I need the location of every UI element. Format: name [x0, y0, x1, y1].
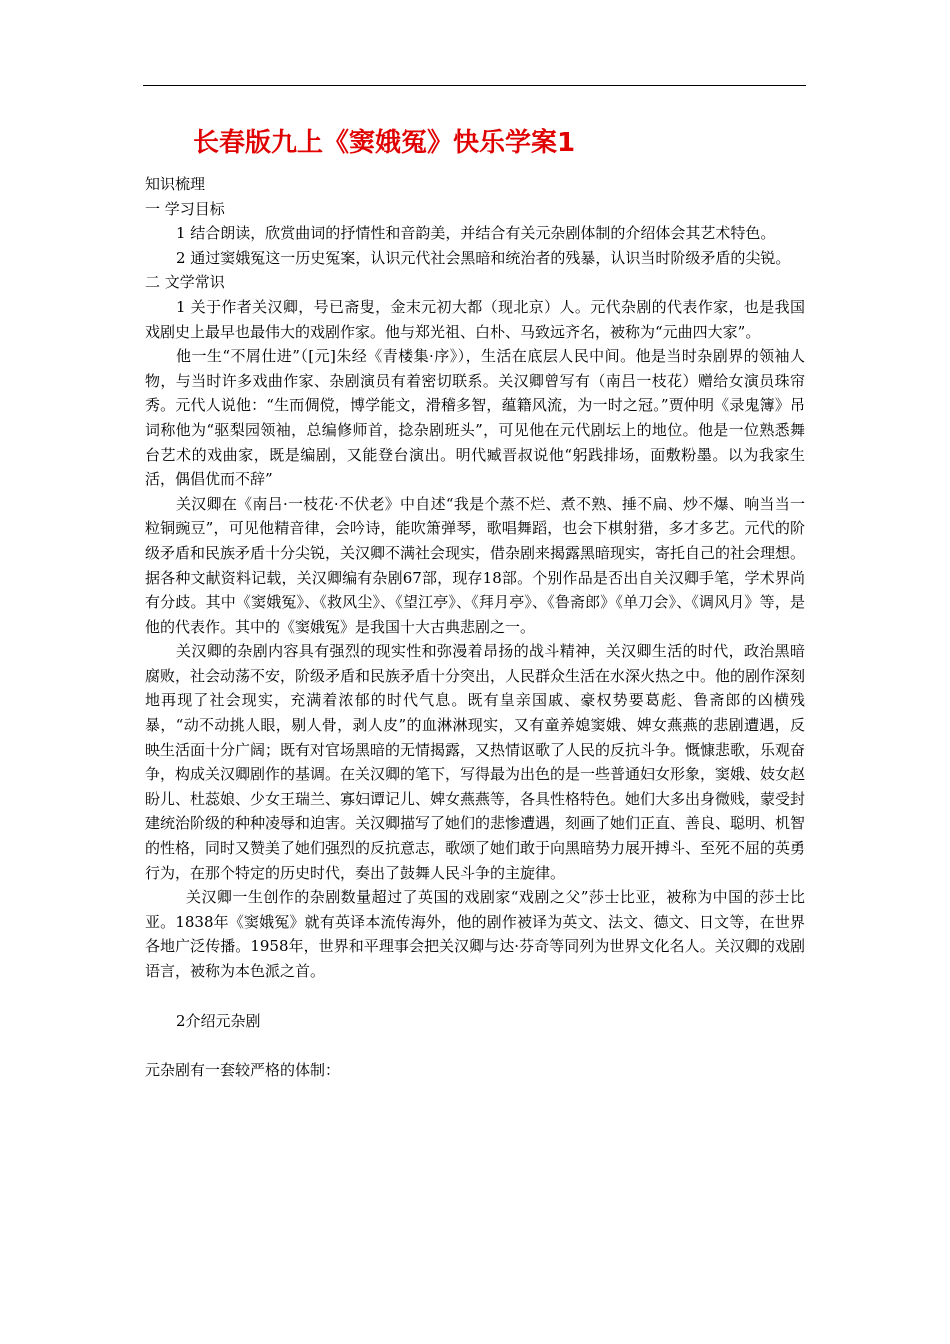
goal-2: 2 通过窦娥冤这一历史冤案，认识元代社会黑暗和统治者的残暴，认识当时阶级矛盾的尖锐。 — [176, 248, 791, 267]
paragraph-author: 1 关于作者关汉卿，号已斋叟，金末元初大都（现北京）人。元代杂剧的代表作家，也是我国戏剧史上最早也最伟大的戏剧作家。他与郑光祖、白朴、马致远齐名，被称为“元曲四大家”。 — [145, 297, 805, 341]
top-rule — [143, 85, 806, 86]
heading-literary-knowledge: 二 文学常识 — [145, 273, 225, 292]
goal-1: 1 结合朗读，欣赏曲词的抒情性和音韵美，并结合有关元杂剧体制的介绍体会其艺术特色。 — [176, 224, 776, 243]
paragraph-yuan-zaju-intro: 元杂剧有一套较严格的体制： — [145, 1061, 341, 1080]
paragraph-themes: 关汉卿的杂剧内容具有强烈的现实性和弥漫着昂扬的战斗精神，关汉卿生活的时代，政治黑暗腐败，社会动荡不安，阶级矛盾和民族矛盾十分突出，人民群众生活在水深火热之中。他的剧作深刻地再现了社会现实，充满着浓郁的时代气息。既有皇亲国戚、豪权势要葛彪、鲁斋郎的凶横残暴，“动不动挑人眼，剔人骨，剥人皮”的血淋淋现实，又有童养媳窦娥、婢女燕燕的悲剧遭遇，反映生活面十分广阔；既有对官场黑暗的无情揭露，又热情讴歌了人民的反抗斗争。慨慷悲歌，乐观奋争，构成关汉卿剧作的基调。在关汉卿的笔下，写得最为出色的是一些普通妇女形象，窦娥、妓女赵盼儿、杜蕊娘、少女王瑞兰、寡妇谭记儿、婢女燕燕等，各具性格特色。她们大多出身微贱，蒙受封建统治阶级的种种凌辱和迫害。关汉卿描写了她们的悲惨遭遇，刻画了她们正直、善良、聪明、机智的性格，同时又赞美了她们强烈的反抗意志，歌颂了她们敢于向黑暗势力展开搏斗、至死不屈的英勇行为，在那个特定的历史时代，奏出了鼓舞人民斗争的主旋律。 — [145, 642, 806, 882]
paragraph-influence: 关汉卿一生创作的杂剧数量超过了英国的戏剧家“戏剧之父”莎士比亚，被称为中国的莎士比亚。1838年《窦娥冤》就有英译本流传海外，他的剧作被译为英文、法文、德文、日文等，在世界各地广泛传播。1958年，世界和平理事会把关汉卿与达·芬奇等同列为世界文化名人。关汉卿的戏剧语言，被称为本色派之首。 — [145, 888, 805, 980]
section-heading: 知识梳理 — [145, 175, 206, 193]
document-body — [145, 172, 805, 1083]
page-title: 长春版九上《窦娥冤》快乐学案1 — [193, 128, 576, 158]
paragraph-works: 关汉卿在《南吕·一枝花·不伏老》中自述“我是个蒸不烂、煮不熟、捶不扁、炒不爆、响当当一粒铜豌豆”，可见他精音律，会吟诗，能吹箫弹琴，歌唱舞蹈，也会下棋射猎，多才多艺。元代的阶级矛盾和民族矛盾十分尖锐，关汉卿不满社会现实，借杂剧来揭露黑暗现实，寄托自己的社会理想。据各种文献资料记载，关汉卿编有杂剧67部，现存18部。个别作品是否出自关汉卿手笔，学术界尚有分歧。其中《窦娥冤》、《救风尘》、《望江亭》、《拜月亭》、《鲁斋郎》《单刀会》、《调风月》等，是他的代表作。其中的《窦娥冤》是我国十大古典悲剧之一。 — [145, 494, 806, 636]
subheading-yuan-zaju: 2介绍元杂剧 — [176, 1011, 261, 1030]
paragraph-life: 他一生“不屑仕进”（[元]朱经《青楼集·序》），生活在底层人民中间。他是当时杂剧界的领袖人物，与当时许多戏曲作家、杂剧演员有着密切联系。关汉卿曾写有（南吕一枝花）赠给女演员珠帘秀。元代人说他：“生而倜傥，博学能文，滑稽多智，蕴籍风流，为一时之冠。”贾仲明《录鬼簿》吊词称他为“驱梨园领袖，总编修师首，捻杂剧班头”，可见他在元代剧坛上的地位。他是一位熟悉舞台艺术的戏曲家，既是编剧，又能登台演出。明代臧晋叔说他“躬践排场，面敷粉墨。以为我家生活，偶倡优而不辞” — [145, 347, 805, 489]
heading-learning-goals: 一 学习目标 — [145, 199, 225, 218]
